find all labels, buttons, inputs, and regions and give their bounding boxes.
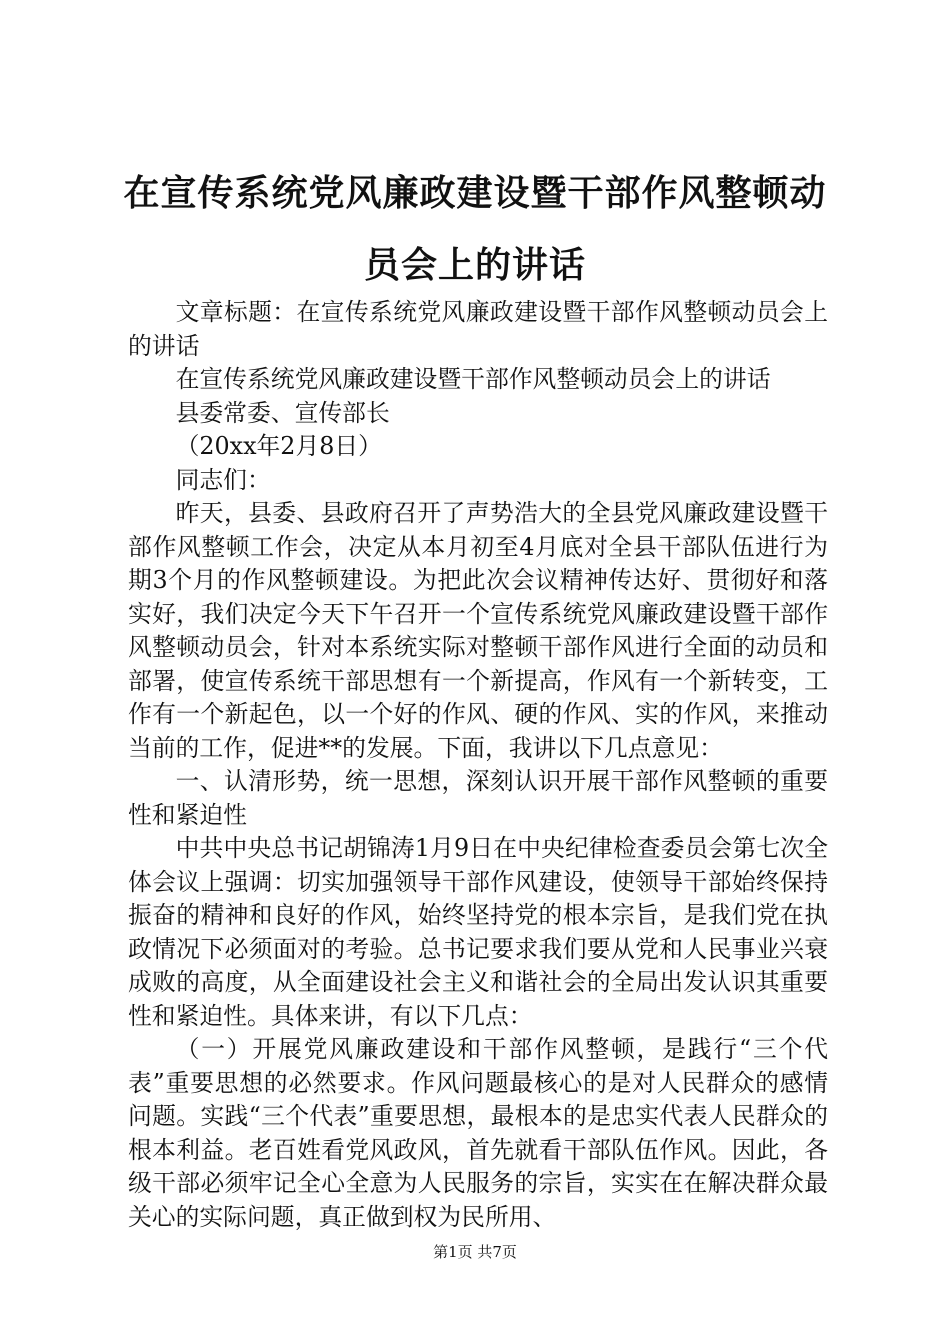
document-title: 在宣传系统党风廉政建设暨干部作风整顿动员会上的讲话 bbox=[123, 173, 827, 286]
page-footer: 第1页 共7页 bbox=[433, 1243, 517, 1261]
date-line: （20xx年2月8日） bbox=[175, 432, 382, 460]
section-heading: 一、认清形势，统一思想，深刻认识开展干部作风整顿的重要性和紧迫性 bbox=[128, 767, 828, 829]
article-title-line: 文章标题：在宣传系统党风廉政建设暨干部作风整顿动员会上的讲话 bbox=[128, 298, 828, 360]
document-body bbox=[128, 296, 828, 1234]
speaker-line: 县委常委、宣传部长 bbox=[175, 398, 390, 427]
speech-heading: 在宣传系统党风廉政建设暨干部作风整顿动员会上的讲话 bbox=[175, 365, 771, 393]
body-paragraph: （一）开展党风廉政建设和干部作风整顿，是践行“三个代表”重要思想的必然要求。作风问题最核心的是对人民群众的感情问题。实践“三个代表”重要思想，最根本的是忠实代表人民群众的根本利益。老百姓看党风政风，首先就看干部队伍作风。因此，各级干部必须牢记全心全意为人民服务的宗旨，实实在在解决群众最关心的实际问题，真正做到权为民所用、 bbox=[128, 1035, 828, 1231]
body-paragraph: 中共中央总书记胡锦涛1月9日在中央纪律检查委员会第七次全体会议上强调：切实加强领导干部作风建设，使领导干部始终保持振奋的精神和良好的作风，始终坚持党的根本宗旨，是我们党在执政情况下必须面对的考验。总书记要求我们要从党和人民事业兴衰成败的高度，从全面建设社会主义和谐社会的全局出发认识其重要性和紧迫性。具体来讲，有以下几点： bbox=[128, 834, 828, 1030]
salutation: 同志们： bbox=[175, 465, 271, 494]
body-paragraph: 昨天，县委、县政府召开了声势浩大的全县党风廉政建设暨干部作风整顿工作会，决定从本月初至4月底对全县干部队伍进行为期3个月的作风整顿建设。为把此次会议精神传达好、贯彻好和落实好，我们决定今天下午召开一个宣传系统党风廉政建设暨干部作风整顿动员会，针对本系统实际对整顿干部作风进行全面的动员和部署，使宣传系统干部思想有一个新提高，作风有一个新转变，工作有一个新起色，以一个好的作风、硬的作风、实的作风，来推动当前的工作，促进**的发展。下面，我讲以下几点意见： bbox=[128, 499, 828, 762]
